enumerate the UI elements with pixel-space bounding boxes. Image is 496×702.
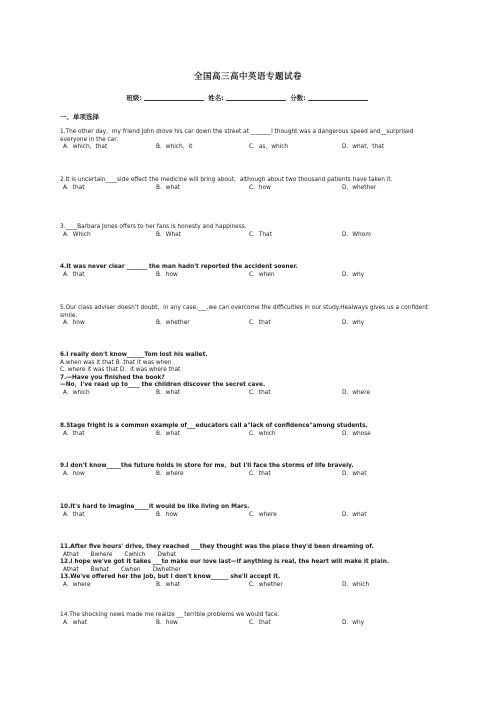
question-9	[60, 463, 440, 478]
option-c[interactable]: C．that	[249, 470, 271, 477]
name-label: 姓名:	[208, 94, 224, 102]
option-d[interactable]: D．Whom	[342, 231, 371, 238]
question-7-stem: 7.—Have you finished the book?	[60, 374, 165, 381]
inline-options-row	[60, 552, 440, 560]
option-line-2[interactable]: C. where it was that D．it was where that	[60, 367, 181, 374]
option-c[interactable]: Cwhich	[124, 551, 146, 558]
question-6-7	[60, 352, 440, 398]
question-stem: 14.The shocking news made me realize __ terrible problems we would face.	[60, 612, 280, 618]
option-c[interactable]: C．that	[249, 619, 271, 626]
question-stem: 8.Stage fright is a common example of___educators call a"lack of confidence"among students.	[60, 423, 368, 429]
option-b[interactable]: B．how	[156, 619, 178, 626]
score-label: 分数:	[290, 94, 306, 102]
option-b[interactable]: B．where	[156, 470, 184, 477]
question-12-stem: 12.I hope we've got it takes ___to make our love last—if anything is real, the heart will make it plain.	[60, 559, 390, 566]
option-a[interactable]: A．what	[63, 619, 88, 626]
options-row	[60, 232, 440, 240]
option-c[interactable]: C．that	[249, 389, 271, 396]
option-b[interactable]: B．whether	[156, 320, 190, 327]
option-d[interactable]: D．what	[342, 470, 367, 477]
options-row	[60, 620, 440, 628]
option-a[interactable]: A．that	[63, 184, 85, 191]
page-title: 全国高三高中英语专题试卷	[193, 72, 302, 82]
options-row	[60, 471, 440, 479]
option-b[interactable]: Bwhat	[90, 566, 109, 573]
question-7-stem-2: —No，I've read up to____ the children discover the secret cave.	[60, 382, 266, 389]
option-d[interactable]: D．whose	[342, 430, 371, 437]
question-3	[60, 224, 440, 239]
options-row	[60, 144, 440, 152]
option-d[interactable]: Dwhat	[157, 551, 177, 558]
option-b[interactable]: B．how	[156, 511, 178, 518]
option-d[interactable]: D．what，that	[342, 144, 385, 151]
option-d[interactable]: D．what	[342, 511, 367, 518]
question-4	[60, 264, 440, 279]
question-stem: 9.I don't know_____the future holds in store for me，but I'll face the storms of life bravely.	[60, 463, 354, 469]
option-a[interactable]: A．how	[63, 320, 85, 327]
option-a[interactable]: A．which，that	[63, 144, 108, 151]
options-row	[60, 390, 440, 398]
question-stem: 5.Our class adviser doesn't doubt，in any case,___,we can overcome the difficulties in our study.Healways gives us a confident smile.	[60, 305, 429, 319]
option-d[interactable]: D．why	[342, 619, 365, 626]
option-c[interactable]: C．how	[249, 184, 271, 191]
option-b[interactable]: B．what	[156, 581, 181, 588]
option-b[interactable]: B．what	[156, 430, 181, 437]
option-c[interactable]: C．when	[249, 271, 275, 278]
options-row	[60, 272, 440, 280]
option-a[interactable]: A．how	[63, 470, 85, 477]
question-8	[60, 423, 440, 438]
option-a[interactable]: A．where	[63, 581, 91, 588]
question-10	[60, 504, 440, 519]
question-stem: 11.After five hours' drive, they reached ___they thought was the place they'd been dreaming of.	[60, 544, 374, 550]
option-a[interactable]: A．that	[63, 430, 85, 437]
option-b[interactable]: Bwhere	[90, 551, 113, 558]
inline-options-row-2	[60, 567, 440, 575]
option-b[interactable]: B．how	[156, 271, 178, 278]
question-14	[60, 612, 440, 627]
question-13-stem: 13.We've offered her the job, but I don't know______ she'll accept it.	[60, 574, 281, 581]
section-heading: 一、单项选择	[60, 113, 99, 121]
options-row	[60, 320, 440, 328]
option-d[interactable]: D．where	[342, 389, 371, 396]
question-stem: 6.I really don't know______Tom lost his wallet.	[60, 352, 208, 358]
class-blank[interactable]	[144, 100, 204, 101]
option-a[interactable]: A．that	[63, 511, 85, 518]
question-stem: 3.____Barbara Jones offers to her fans is honesty and happiness.	[60, 224, 247, 230]
option-c[interactable]: C．That	[249, 231, 272, 238]
question-stem: 1.The other day，my friend John drove his car down the street at _______I thought was a dangerous speed and__surprised everyone in the car.	[60, 129, 414, 143]
option-d[interactable]: D．whether	[342, 184, 377, 191]
option-c[interactable]: C．whether	[249, 581, 283, 588]
option-a[interactable]: Athat	[63, 566, 79, 573]
option-d[interactable]: D．why	[342, 320, 365, 327]
question-1	[60, 129, 440, 152]
option-c[interactable]: Cwhen	[120, 566, 141, 573]
option-a[interactable]: A．which	[63, 389, 90, 396]
options-row	[60, 431, 440, 439]
option-b[interactable]: B．What	[156, 231, 182, 238]
option-c[interactable]: C．which	[249, 430, 276, 437]
option-c[interactable]: C．as，which	[249, 144, 289, 151]
question-5	[60, 305, 440, 328]
option-b[interactable]: B．what	[156, 389, 181, 396]
question-2	[60, 177, 440, 192]
option-a[interactable]: A．that	[63, 271, 85, 278]
question-stem: 2.It is uncertain____side effect the medicine will bring about，although about two thousand patients have taken it.	[60, 177, 393, 183]
options-row	[60, 185, 440, 193]
question-11-13	[60, 544, 440, 590]
option-d[interactable]: Dwhether	[152, 566, 181, 573]
score-blank[interactable]	[308, 100, 368, 101]
option-a[interactable]: A．Which	[63, 231, 91, 238]
option-d[interactable]: D．why	[342, 271, 365, 278]
student-info-line	[0, 93, 496, 102]
option-b[interactable]: B．which，it	[156, 144, 193, 151]
question-stem: 10.It's hard to imagine_____it would be like living on Mars.	[60, 504, 250, 510]
options-row	[60, 512, 440, 520]
name-blank[interactable]	[226, 100, 286, 101]
option-a[interactable]: Athat	[63, 551, 79, 558]
question-stem: 4.It was never clear _______ the man hadn't reported the accident sooner.	[60, 264, 298, 270]
options-row	[60, 582, 440, 590]
class-label: 班级:	[126, 94, 142, 102]
option-b[interactable]: B．what	[156, 184, 181, 191]
option-c[interactable]: C．where	[249, 511, 277, 518]
option-c[interactable]: C．that	[249, 320, 271, 327]
option-line-1[interactable]: A.when was it that B .that it was when	[60, 359, 172, 366]
option-d[interactable]: D．which	[342, 581, 370, 588]
